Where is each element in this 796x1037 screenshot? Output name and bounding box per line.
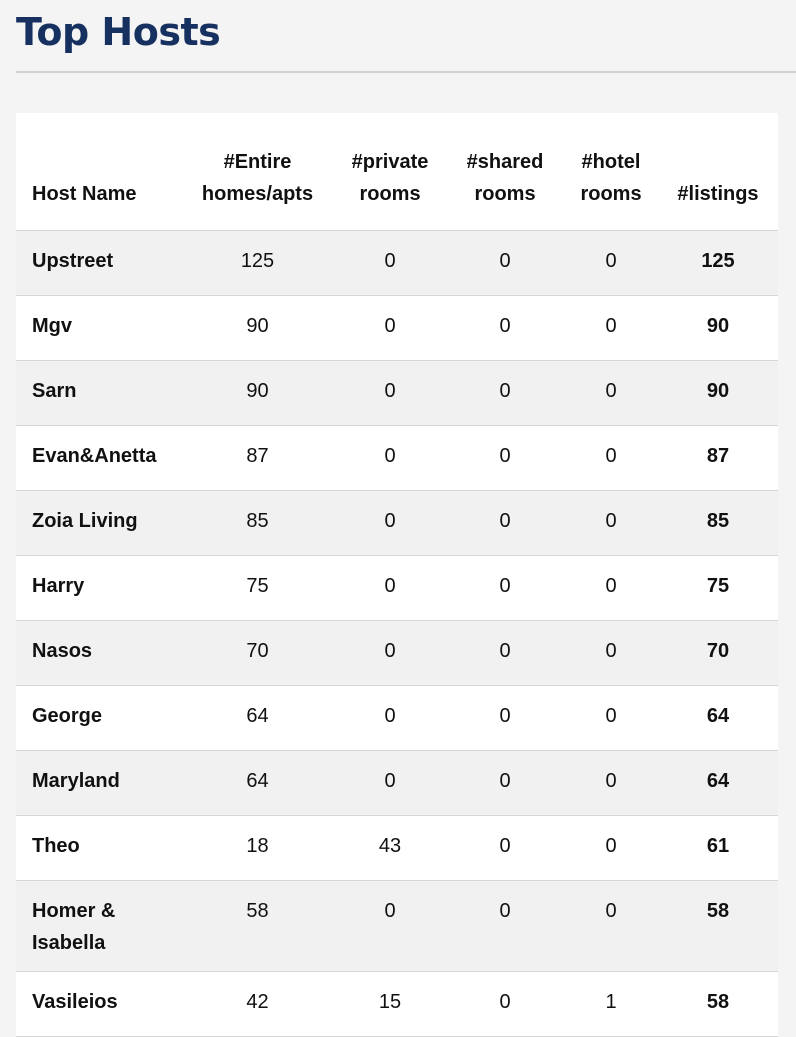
- column-header-entire-homes: [181, 113, 334, 231]
- entire-homes-cell: 87: [181, 426, 334, 491]
- top-hosts-table-container: [16, 113, 778, 1037]
- host-name-cell: [16, 881, 181, 972]
- shared-rooms-cell: 0: [446, 556, 564, 621]
- entire-homes-cell: 70: [181, 621, 334, 686]
- listings-cell: 58: [658, 972, 778, 1037]
- private-rooms-cell: 43: [334, 816, 446, 881]
- title-divider: [16, 71, 796, 73]
- entire-homes-cell: 125: [181, 231, 334, 296]
- hotel-rooms-cell: 0: [564, 816, 658, 881]
- private-rooms-cell: 0: [334, 426, 446, 491]
- listings-cell: 90: [658, 361, 778, 426]
- host-name-cell: Maryland: [16, 751, 181, 816]
- table-row: [16, 231, 778, 296]
- top-hosts-table: [16, 113, 778, 1037]
- host-name-cell: Evan&Anetta: [16, 426, 181, 491]
- table-header: [16, 113, 778, 231]
- private-rooms-cell: 0: [334, 751, 446, 816]
- hotel-rooms-cell: 0: [564, 751, 658, 816]
- shared-rooms-cell: 0: [446, 686, 564, 751]
- listings-cell: 87: [658, 426, 778, 491]
- listings-cell: 61: [658, 816, 778, 881]
- table-row: [16, 296, 778, 361]
- private-rooms-cell: 15: [334, 972, 446, 1037]
- listings-cell: 64: [658, 686, 778, 751]
- shared-rooms-cell: 0: [446, 361, 564, 426]
- table-row: [16, 491, 778, 556]
- page-title: Top Hosts: [16, 10, 221, 54]
- listings-cell: 75: [658, 556, 778, 621]
- entire-homes-cell: 18: [181, 816, 334, 881]
- hotel-rooms-cell: 0: [564, 296, 658, 361]
- table-row: [16, 426, 778, 491]
- private-rooms-cell: 0: [334, 621, 446, 686]
- header-label-line: rooms: [474, 183, 536, 205]
- header-row: [16, 113, 778, 231]
- host-name-cell: Sarn: [16, 361, 181, 426]
- host-name-cell: Theo: [16, 816, 181, 881]
- host-name-cell: Upstreet: [16, 231, 181, 296]
- shared-rooms-cell: 0: [446, 621, 564, 686]
- listings-cell: 70: [658, 621, 778, 686]
- entire-homes-cell: 64: [181, 751, 334, 816]
- hotel-rooms-cell: 1: [564, 972, 658, 1037]
- header-label-line: #Entire: [223, 151, 292, 173]
- header-label-line: rooms: [580, 183, 642, 205]
- private-rooms-cell: 0: [334, 231, 446, 296]
- private-rooms-cell: 0: [334, 881, 446, 972]
- private-rooms-cell: 0: [334, 556, 446, 621]
- private-rooms-cell: 0: [334, 361, 446, 426]
- private-rooms-cell: 0: [334, 296, 446, 361]
- host-name-cell: George: [16, 686, 181, 751]
- table-body: [16, 231, 778, 1037]
- shared-rooms-cell: 0: [446, 972, 564, 1037]
- header-label-line: #hotel: [581, 151, 641, 173]
- shared-rooms-cell: 0: [446, 751, 564, 816]
- host-name-line: Isabella: [32, 932, 106, 954]
- shared-rooms-cell: 0: [446, 231, 564, 296]
- hotel-rooms-cell: 0: [564, 621, 658, 686]
- entire-homes-cell: 42: [181, 972, 334, 1037]
- header-label-line: homes/apts: [201, 183, 314, 205]
- header-label-line: rooms: [359, 183, 421, 205]
- shared-rooms-cell: 0: [446, 426, 564, 491]
- column-header-private-rooms: [334, 113, 446, 231]
- entire-homes-cell: 85: [181, 491, 334, 556]
- listings-cell: 58: [658, 881, 778, 972]
- entire-homes-cell: 64: [181, 686, 334, 751]
- host-name-cell: Zoia Living: [16, 491, 181, 556]
- column-header-shared-rooms: [446, 113, 564, 231]
- table-row: [16, 972, 778, 1037]
- table-row: [16, 881, 778, 972]
- private-rooms-cell: 0: [334, 686, 446, 751]
- table-row: [16, 816, 778, 881]
- header-label-line: #shared: [466, 151, 544, 173]
- header-label-line: #private: [351, 151, 429, 173]
- table-row: [16, 361, 778, 426]
- listings-cell: 64: [658, 751, 778, 816]
- listings-cell: 85: [658, 491, 778, 556]
- host-name-cell: Nasos: [16, 621, 181, 686]
- table-row: [16, 621, 778, 686]
- table-row: [16, 556, 778, 621]
- entire-homes-cell: 75: [181, 556, 334, 621]
- hotel-rooms-cell: 0: [564, 361, 658, 426]
- listings-cell: 125: [658, 231, 778, 296]
- hotel-rooms-cell: 0: [564, 881, 658, 972]
- shared-rooms-cell: 0: [446, 296, 564, 361]
- table-row: [16, 751, 778, 816]
- column-header-listings: [658, 113, 778, 231]
- entire-homes-cell: 90: [181, 361, 334, 426]
- column-header-host-name: [16, 113, 181, 231]
- header-label: #listings: [677, 183, 759, 205]
- entire-homes-cell: 58: [181, 881, 334, 972]
- table-row: [16, 686, 778, 751]
- host-name-cell: Harry: [16, 556, 181, 621]
- shared-rooms-cell: 0: [446, 816, 564, 881]
- hotel-rooms-cell: 0: [564, 426, 658, 491]
- private-rooms-cell: 0: [334, 491, 446, 556]
- hotel-rooms-cell: 0: [564, 491, 658, 556]
- host-name-cell: Vasileios: [16, 972, 181, 1037]
- column-header-hotel-rooms: [564, 113, 658, 231]
- host-name-cell: Mgv: [16, 296, 181, 361]
- host-name-line: Homer &: [32, 900, 116, 922]
- shared-rooms-cell: 0: [446, 491, 564, 556]
- shared-rooms-cell: 0: [446, 881, 564, 972]
- header-label: Host Name: [32, 183, 137, 205]
- hotel-rooms-cell: 0: [564, 686, 658, 751]
- hotel-rooms-cell: 0: [564, 231, 658, 296]
- hotel-rooms-cell: 0: [564, 556, 658, 621]
- entire-homes-cell: 90: [181, 296, 334, 361]
- listings-cell: 90: [658, 296, 778, 361]
